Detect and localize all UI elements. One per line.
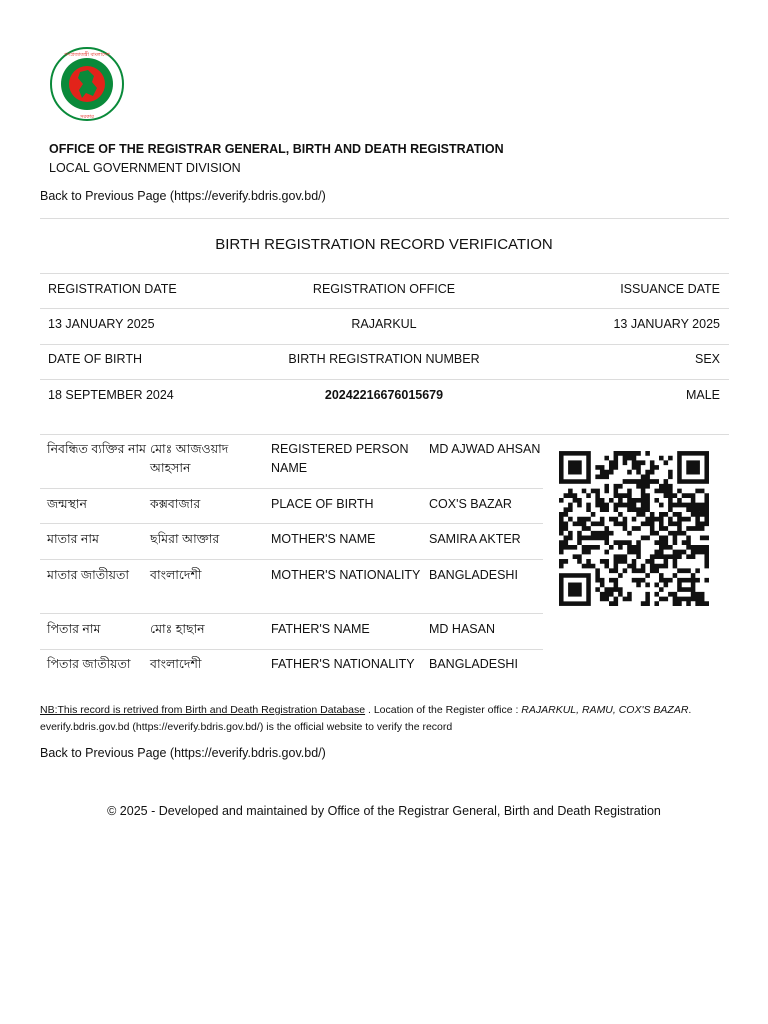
bn-value-fathers-nationality: বাংলাদেশী: [150, 657, 202, 671]
svg-text:সরকার: সরকার: [80, 114, 94, 120]
svg-text:গণপ্রজাতন্ত্রী বাংলাদেশ: গণপ্রজাতন্ত্রী বাংলাদেশ: [64, 52, 110, 58]
dob-value: 18 SEPTEMBER 2024: [48, 388, 174, 402]
bn-label-fathers-name: পিতার নাম: [47, 622, 101, 636]
bn-label-fathers-nationality: পিতার জাতীয়তা: [47, 657, 131, 671]
value-mothers-nationality: BANGLADESHI: [429, 568, 518, 582]
bn-value-fathers-name: মোঃ হাছান: [150, 622, 205, 636]
label-mothers-name: MOTHER'S NAME: [271, 532, 376, 546]
org-title: OFFICE OF THE REGISTRAR GENERAL, BIRTH AND DEATH REGISTRATION: [49, 142, 504, 156]
qr-finder-pattern: [561, 575, 588, 603]
sex-value: MALE: [685, 388, 720, 402]
dob-label: DATE OF BIRTH: [48, 352, 142, 366]
bn-value-registered-person: মোঃ আজওয়াদ আহসান: [150, 442, 229, 475]
value-mothers-name: SAMIRA AKTER: [429, 532, 521, 546]
label-registered-person-name: REGISTERED PERSON NAME: [271, 442, 409, 475]
qr-finder-pattern: [561, 453, 588, 481]
back-to-previous-link-bottom[interactable]: Back to Previous Page (https://everify.bdris.gov.bd/): [40, 746, 326, 760]
value-fathers-name: MD HASAN: [429, 622, 495, 636]
bn-value-mothers-nationality: বাংলাদেশী: [150, 568, 202, 582]
divider: [40, 308, 729, 309]
value-place-of-birth: COX'S BAZAR: [429, 497, 512, 511]
value-registered-person-name: MD AJWAD AHSAN: [429, 442, 541, 456]
registration-date-label: REGISTRATION DATE: [48, 282, 177, 296]
brn-value: 20242216676015679: [324, 388, 444, 402]
footer-copyright: © 2025 - Developed and maintained by Office of the Registrar General, Birth and Death Registration: [107, 804, 661, 818]
bn-label-mothers-nationality: মাতার জাতীয়তা: [47, 568, 130, 582]
divider: [40, 523, 543, 524]
bn-label-registered-person: নিবন্ধিত ব্যক্তির নাম: [47, 442, 146, 456]
record-source-note: [40, 704, 691, 716]
value-fathers-nationality: BANGLADESHI: [429, 657, 518, 671]
label-place-of-birth: PLACE OF BIRTH: [271, 497, 374, 511]
divider: [40, 434, 729, 435]
divider: [40, 273, 729, 274]
bn-value-mothers-name: ছমিরা আক্তার: [150, 532, 220, 546]
bn-label-place-of-birth: জন্মস্থান: [47, 497, 88, 511]
bangladesh-government-seal-icon: [50, 46, 124, 122]
registration-office-label: REGISTRATION OFFICE: [312, 282, 456, 296]
note-database-link[interactable]: NB:This record is retrived from Birth and Death Registration Database: [40, 704, 366, 716]
qr-finder-pattern: [679, 453, 706, 481]
divider: [40, 559, 543, 560]
label-mothers-nationality: MOTHER'S NATIONALITY: [271, 568, 421, 582]
note-location: RAJARKUL, RAMU, COX'S BAZAR: [521, 704, 689, 716]
label-fathers-name: FATHER'S NAME: [271, 622, 370, 636]
org-subtitle: LOCAL GOVERNMENT DIVISION: [49, 161, 241, 175]
registration-date-value: 13 JANUARY 2025: [48, 317, 155, 331]
sex-label: SEX: [694, 352, 720, 366]
note-text: . Location of the Register office :: [365, 704, 522, 716]
bn-label-mothers-name: মাতার নাম: [47, 532, 99, 546]
page-title: BIRTH REGISTRATION RECORD VERIFICATION: [215, 236, 553, 253]
qr-code-icon: [559, 451, 709, 606]
issuance-date-label: ISSUANCE DATE: [620, 282, 720, 296]
divider: [40, 379, 729, 380]
divider: [40, 613, 543, 614]
divider: [40, 488, 543, 489]
note-end: .: [688, 704, 692, 716]
issuance-date-value: 13 JANUARY 2025: [613, 317, 720, 331]
divider: [40, 649, 543, 650]
bn-value-place-of-birth: কক্সবাজার: [150, 497, 201, 511]
divider: [40, 344, 729, 345]
back-to-previous-link[interactable]: Back to Previous Page (https://everify.bdris.gov.bd/): [40, 189, 326, 203]
label-fathers-nationality: FATHER'S NATIONALITY: [271, 657, 415, 671]
divider: [40, 218, 729, 219]
brn-label: BIRTH REGISTRATION NUMBER: [288, 352, 480, 366]
registration-office-value: RAJARKUL: [351, 317, 417, 331]
official-website-note: everify.bdris.gov.bd (https://everify.bdris.gov.bd/) is the official website to verify the record: [40, 721, 453, 733]
